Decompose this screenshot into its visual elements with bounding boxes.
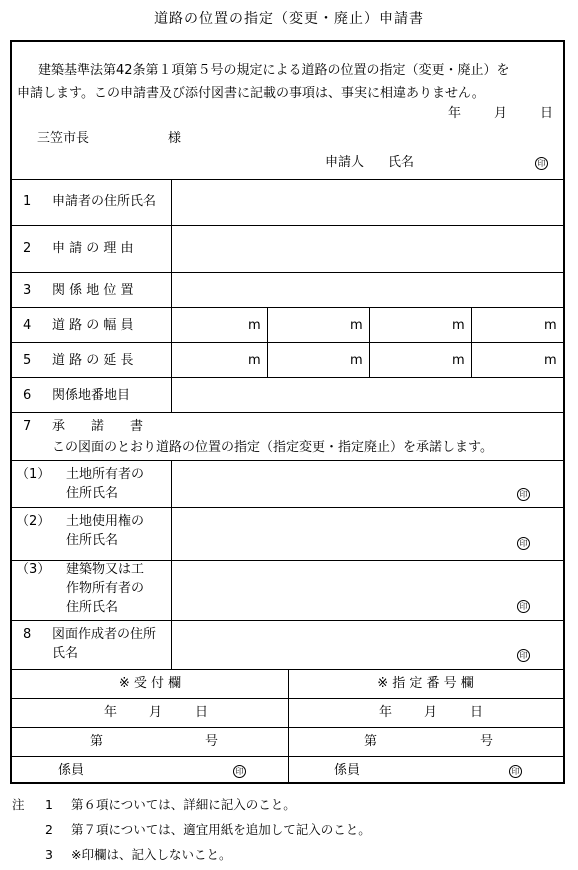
party-3-label-line: 作物所有者の [66,581,145,596]
designation-number-suffix: 号 [480,734,494,749]
row-6-label: 関係地番地目 [52,388,131,403]
party-3-number: （3） [16,562,51,577]
designation-column-header: ※ 指 定 番 号 欄 [377,676,474,691]
applicant-name-label: 氏名 [388,155,415,170]
consent-heading: 承 諾 書 [52,419,144,434]
length-unit: m [248,353,261,368]
row-1-label: 申請者の住所氏名 [52,194,157,209]
party-1-seal-mark: 印 [517,488,530,501]
drafter-seal-mark: 印 [517,649,530,662]
designation-month-label: 月 [424,705,438,720]
note-text: 第７項については、適宜用紙を追加して記入のこと。 [71,822,371,837]
row-8-label-line: 氏名 [52,646,79,661]
row-7-number: 7 [23,419,32,434]
row-2-label: 申 請 の 理 由 [52,241,134,256]
party-2-number: （2） [16,514,51,529]
row-2-number: 2 [23,241,32,256]
length-unit: m [544,353,557,368]
receipt-year-label: 年 [104,705,118,720]
width-unit: m [350,318,363,333]
party-3-label-line: 住所氏名 [66,600,119,615]
row-4-number: 4 [23,318,32,333]
party-3-seal-mark: 印 [517,600,530,613]
row-1-number: 1 [23,194,32,209]
page-title: 道路の位置の指定（変更・廃止）申請書 [154,11,424,27]
party-2-seal-mark: 印 [517,537,530,550]
designation-number-prefix: 第 [364,734,378,749]
row-3-label: 関 係 地 位 置 [52,283,134,298]
row-5-label: 道 路 の 延 長 [52,353,134,368]
receipt-day-label: 日 [195,705,209,720]
applicant-label: 申請人 [325,155,365,170]
note-text: ※印欄は、記入しないこと。 [71,847,232,862]
date-month-label: 月 [494,106,508,121]
receipt-number-suffix: 号 [205,734,219,749]
party-2-label-line: 土地使用権の [66,514,145,529]
declaration-line-1: 建築基準法第42条第１項第５号の規定による道路の位置の指定（変更・廃止）を [38,63,510,78]
receipt-clerk-label: 係員 [58,763,85,778]
row-3-number: 3 [23,283,32,298]
width-unit: m [452,318,465,333]
row-4-label: 道 路 の 幅 員 [52,318,134,333]
note-text: 第６項については、詳細に記入のこと。 [71,797,296,812]
note-number: 2 [45,822,53,837]
date-year-label: 年 [448,106,462,121]
party-3-label-line: 建築物又は工 [66,562,145,577]
applicant-seal-mark: 印 [535,157,548,170]
width-unit: m [248,318,261,333]
length-unit: m [452,353,465,368]
note-number: 1 [45,797,53,812]
receipt-clerk-seal-mark: 印 [233,765,246,778]
receipt-month-label: 月 [149,705,163,720]
consent-statement: この図面のとおり道路の位置の指定（指定変更・指定廃止）を承諾します。 [52,440,493,455]
party-1-label-line: 土地所有者の [66,467,145,482]
width-unit: m [544,318,557,333]
receipt-column-header: ※ 受 付 欄 [118,676,182,691]
party-2-label-line: 住所氏名 [66,533,119,548]
designation-clerk-label: 係員 [334,763,361,778]
declaration-line-2: 申請します。この申請書及び添付図書に記載の事項は、事実に相違ありません。 [17,86,485,101]
addressee-honorific: 様 [168,131,182,146]
note-number: 3 [45,847,53,862]
row-8-number: 8 [23,627,32,642]
addressee: 三笠市長 [37,131,90,146]
party-1-number: （1） [16,467,51,482]
designation-day-label: 日 [470,705,484,720]
designation-clerk-seal-mark: 印 [509,765,522,778]
receipt-number-prefix: 第 [90,734,104,749]
row-5-number: 5 [23,353,32,368]
party-1-label-line: 住所氏名 [66,486,119,501]
designation-year-label: 年 [379,705,393,720]
date-day-label: 日 [540,106,554,121]
notes-prefix: 注 [12,797,25,812]
length-unit: m [350,353,363,368]
row-6-number: 6 [23,388,32,403]
row-8-label-line: 図面作成者の住所 [52,627,157,642]
